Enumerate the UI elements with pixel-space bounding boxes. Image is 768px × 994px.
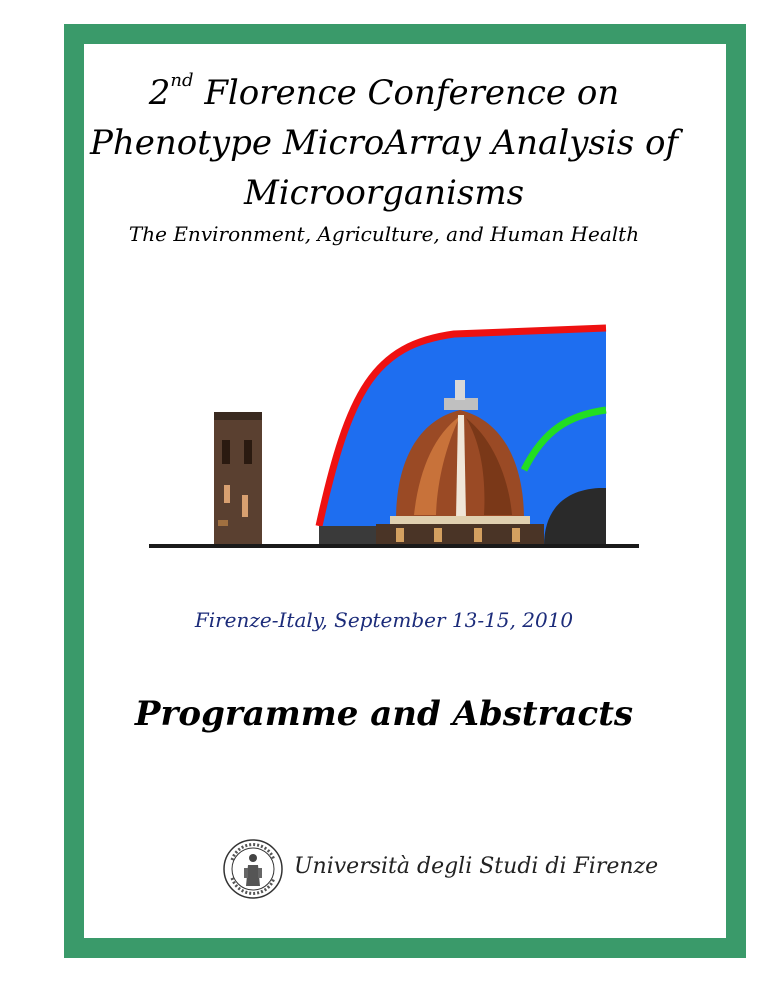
title-line-2: Phenotype MicroArray Analysis of: [89, 123, 679, 163]
title-ordinal-suffix: nd: [170, 70, 194, 91]
florence-skyline-illustration: [144, 320, 644, 555]
university-name: Università degli Studi di Firenze: [294, 854, 659, 879]
university-logo: [222, 838, 659, 898]
conference-date-location: Firenze-Italy, September 13-15, 2010: [194, 608, 574, 632]
title-line-3: Microorganisms: [243, 173, 525, 213]
bell-tower: [214, 412, 262, 547]
programme-heading: Programme and Abstracts: [134, 694, 634, 734]
title-line-1: [0, 68, 768, 118]
conference-title: [0, 68, 768, 218]
cathedral-nave: [319, 526, 376, 546]
title-line-1-text: Florence Conference on: [204, 73, 620, 113]
title-ordinal-number: 2: [148, 73, 171, 113]
university-seal-icon: [222, 838, 284, 900]
ground-line: [149, 544, 639, 548]
conference-subtitle: The Environment, Agriculture, and Human Health: [128, 222, 640, 246]
